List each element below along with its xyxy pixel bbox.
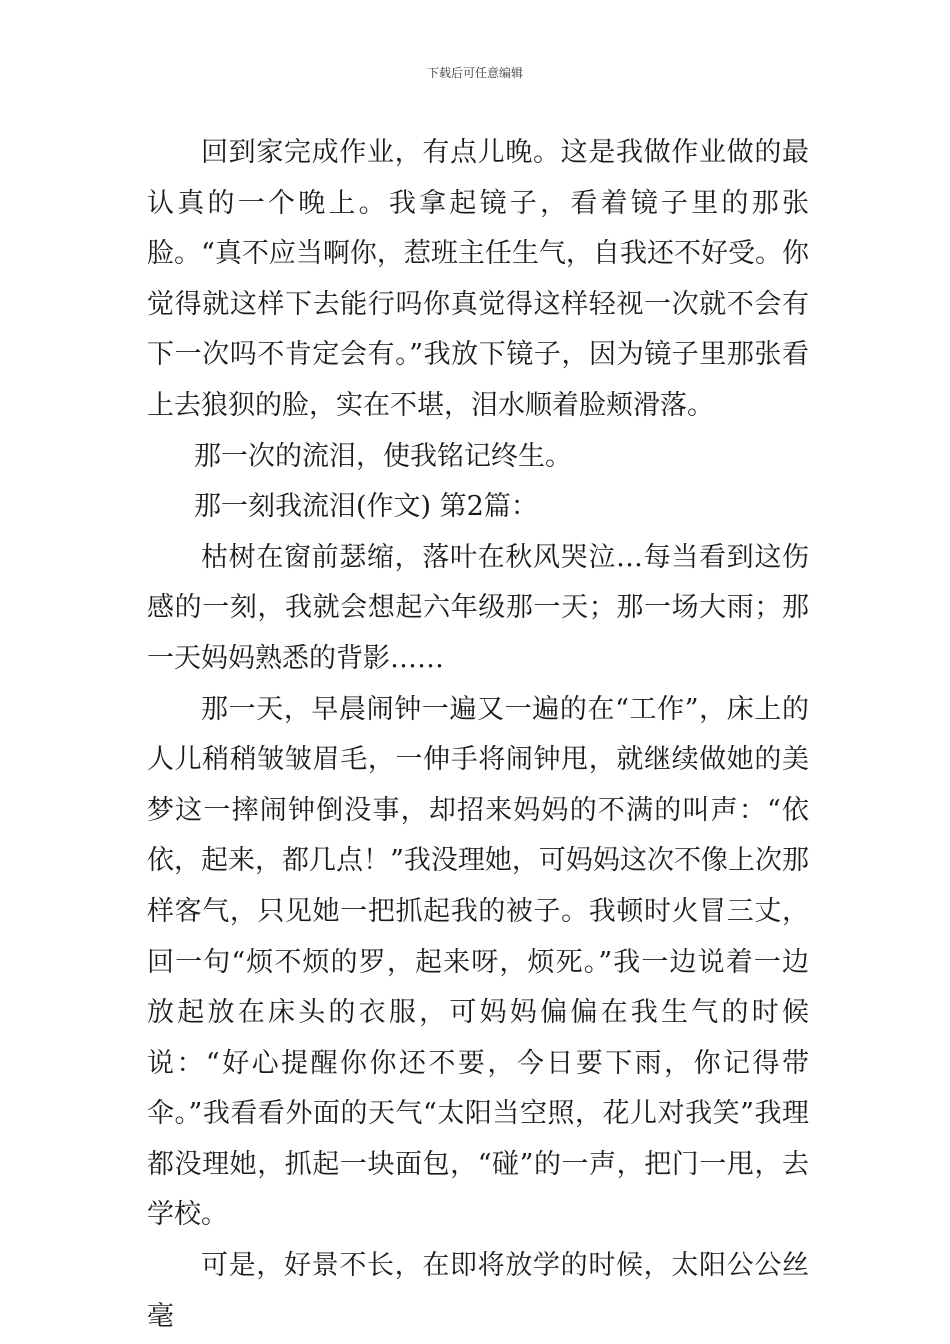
paragraph-autumn: 枯树在窗前瑟缩，落叶在秋风哭泣…每当看到这伤感的一刻，我就会想起六年级那一天；那一场大雨；那一天妈妈熟悉的背影…… <box>147 541 809 674</box>
document-body <box>147 128 809 1342</box>
section-heading: 那一刻我流泪(作文) 第2篇： <box>194 491 538 523</box>
paragraph-afternoon: 可是，好景不长，在即将放学的时候，太阳公公丝毫 <box>147 1250 809 1332</box>
page-header: 下载后可任意编辑 <box>426 66 523 80</box>
paragraph-homework: 回到家完成作业，有点儿晚。这是我做作业做的最认真的一个晚上。我拿起镜子，看着镜子里的那张脸。“真不应当啊你，惹班主任生气，自我还不好受。你觉得就这样下去能行吗你真觉得这样轻视一次就不会有下一次吗不肯定会有。”我放下镜子，因为镜子里那张看上去狼狈的脸，实在不堪，泪水顺着脸颊滑落。 <box>147 137 809 421</box>
paragraph-remember: 那一次的流泪，使我铭记终生。 <box>194 440 572 472</box>
paragraph-morning: 那一天，早晨闹钟一遍又一遍的在“工作”，床上的人儿稍稍皱皱眉毛，一伸手将闹钟甩，就继续做她的美梦这一摔闹钟倒没事，却招来妈妈的不满的叫声：“依依，起来，都几点！”我没理她，可妈妈这次不像上次那样客气，只见她一把抓起我的被子。我顿时火冒三丈，回一句“烦不烦的罗，起来呀，烦死。”我一边说着一边放起放在床头的衣服，可妈妈偏偏在我生气的时候说：“好心提醒你你还不要，今日要下雨，你记得带伞。”我看看外面的天气“太阳当空照，花儿对我笑”我理都没理她，抓起一块面包，“碰”的一声，把门一甩，去学校。 <box>147 693 809 1231</box>
